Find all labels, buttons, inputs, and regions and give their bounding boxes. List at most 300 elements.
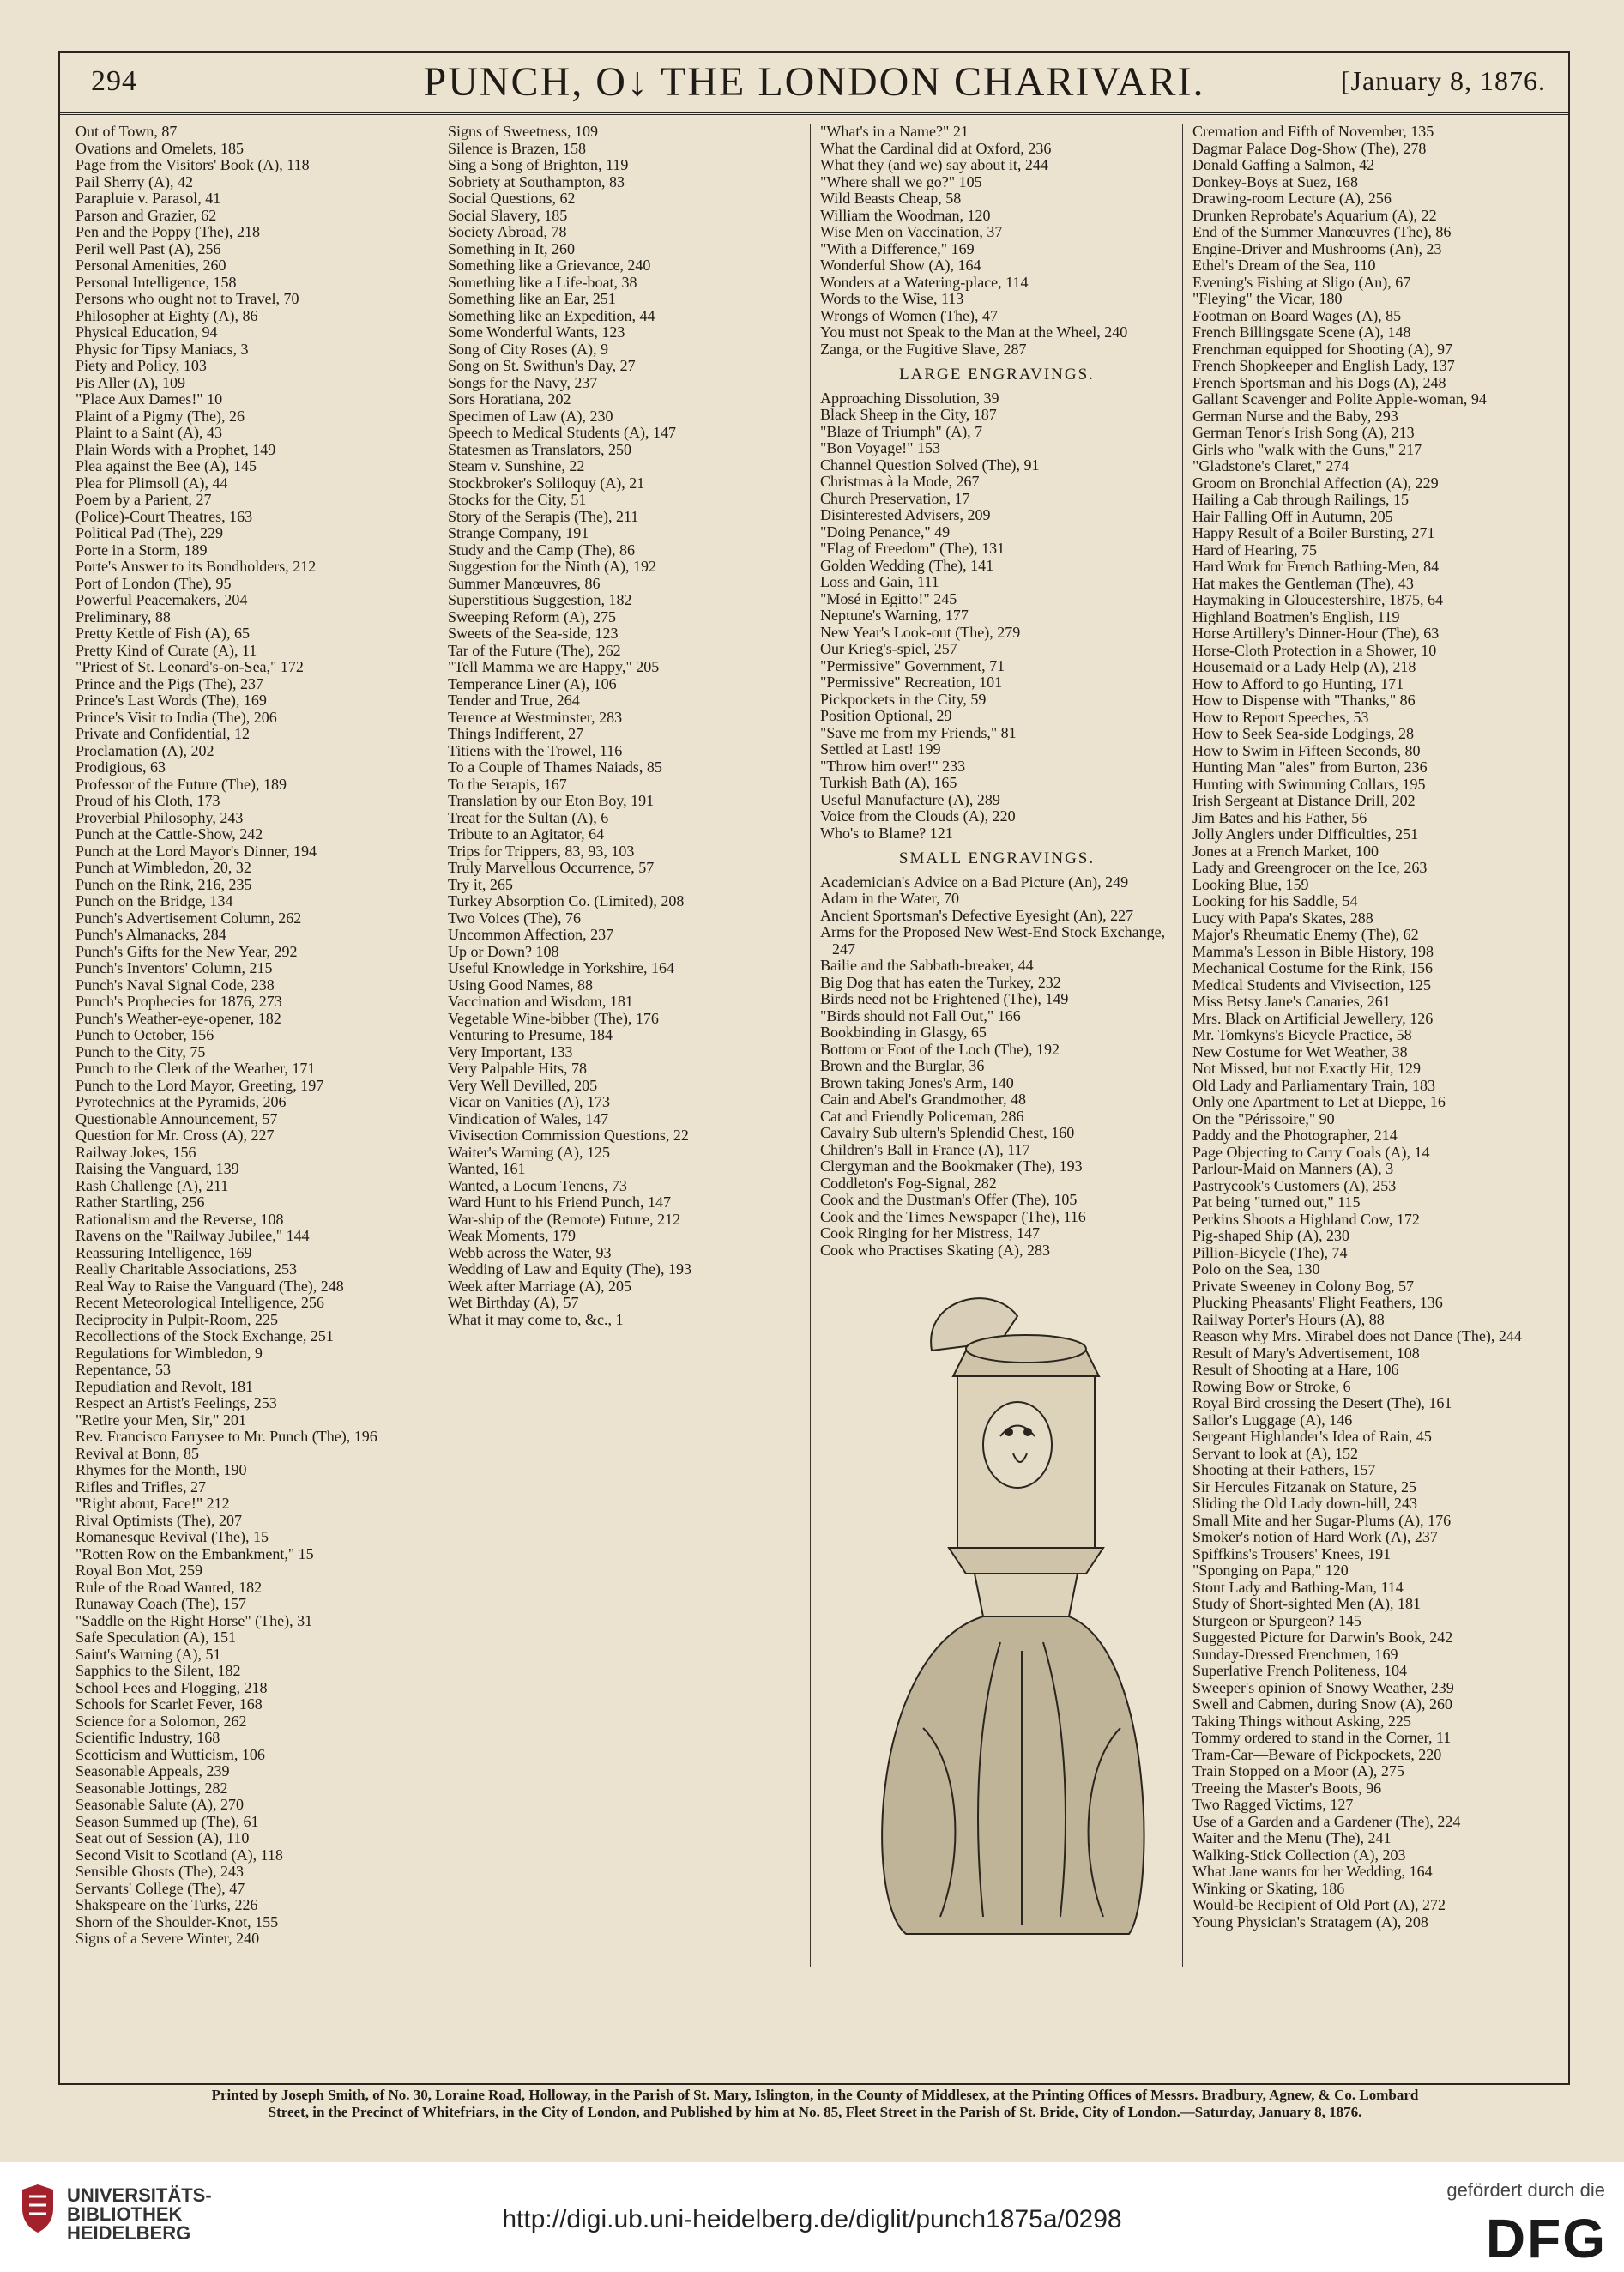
index-entry: Vicar on Vanities (A), 173 xyxy=(448,1093,611,1110)
index-entry: Birds need not be Frightened (The), 149 xyxy=(820,990,1069,1007)
index-entry: Engine-Driver and Mushrooms (An), 23 xyxy=(1192,239,1442,257)
index-entry: Train Stopped on a Moor (A), 275 xyxy=(1192,1762,1404,1780)
index-entry: Raising the Vanguard, 139 xyxy=(75,1160,239,1177)
index-entry: Up or Down? 108 xyxy=(448,942,559,960)
index-entry: How to Dispense with "Thanks," 86 xyxy=(1192,692,1416,709)
index-entry: German Tenor's Irish Song (A), 213 xyxy=(1192,424,1415,441)
index-entry: Smoker's notion of Hard Work (A), 237 xyxy=(1192,1528,1438,1545)
index-entry: Settled at Last! 199 xyxy=(820,740,941,758)
index-entry: "Tell Mamma we are Happy," 205 xyxy=(448,658,660,675)
index-entry: Zanga, or the Fugitive Slave, 287 xyxy=(820,340,1027,358)
index-entry: Young Physician's Stratagem (A), 208 xyxy=(1192,1912,1428,1931)
index-entry: Rowing Bow or Stroke, 6 xyxy=(1192,1377,1351,1395)
index-entry: Poem by a Parient, 27 xyxy=(75,491,212,508)
index-entry: "Flag of Freedom" (The), 131 xyxy=(820,540,1005,557)
index-entry: War-ship of the (Remote) Future, 212 xyxy=(448,1210,681,1228)
index-entry: Wrongs of Women (The), 47 xyxy=(820,306,998,324)
source-url-link[interactable]: http://digi.ub.uni-heidelberg.de/diglit/punch1875a/0298 xyxy=(502,2205,1122,2233)
index-entry: Royal Bird crossing the Desert (The), 161 xyxy=(1192,1394,1452,1411)
index-entry: Vindication of Wales, 147 xyxy=(448,1109,609,1127)
index-entry: Regulations for Wimbledon, 9 xyxy=(75,1344,263,1362)
index-entry: Punch at the Lord Mayor's Dinner, 194 xyxy=(75,842,317,860)
index-entry: Weak Moments, 179 xyxy=(448,1227,577,1244)
index-entry: Seat out of Session (A), 110 xyxy=(75,1829,250,1846)
index-entry: Scotticism and Wutticism, 106 xyxy=(75,1745,265,1763)
index-entry: Ancient Sportsman's Defective Eyesight (An), 227 xyxy=(820,906,1134,924)
index-entry: Cremation and Fifth of November, 135 xyxy=(1192,124,1434,140)
index-entry: Physic for Tipsy Maniacs, 3 xyxy=(75,340,249,358)
index-entry: Real Way to Raise the Vanguard (The), 248 xyxy=(75,1277,344,1295)
index-entry: Prince and the Pigs (The), 237 xyxy=(75,674,263,692)
index-entry: Voice from the Clouds (A), 220 xyxy=(820,807,1016,825)
index-entry: Really Charitable Associations, 253 xyxy=(75,1260,297,1278)
index-entry: Cook Ringing for her Mistress, 147 xyxy=(820,1224,1040,1242)
index-entry: Ovations and Omelets, 185 xyxy=(75,139,244,157)
index-entry: Scientific Industry, 168 xyxy=(75,1729,220,1746)
index-entry: Not Missed, but not Exactly Hit, 129 xyxy=(1192,1060,1421,1077)
index-entry: Polo on the Sea, 130 xyxy=(1192,1260,1320,1278)
viewer-footer-bar xyxy=(0,2162,1624,2272)
index-entry: Schools for Scarlet Fever, 168 xyxy=(75,1695,263,1713)
logo-text-line-2: BIBLIOTHEK xyxy=(67,2203,183,2225)
index-entry: Something like a Grievance, 240 xyxy=(448,257,651,274)
index-entry: Bailie and the Sabbath-breaker, 44 xyxy=(820,957,1034,974)
index-entry: Study and the Camp (The), 86 xyxy=(448,541,635,559)
index-entry: Waiter's Warning (A), 125 xyxy=(448,1143,610,1161)
index-column-2 xyxy=(448,124,801,1967)
index-entry: What it may come to, &c., 1 xyxy=(448,1310,624,1328)
index-entry: Evening's Fishing at Sligo (An), 67 xyxy=(1192,273,1411,291)
index-entry: Rhymes for the Month, 190 xyxy=(75,1461,247,1478)
index-entry: Winking or Skating, 186 xyxy=(1192,1879,1345,1897)
index-entry: Academician's Advice on a Bad Picture (An), 249 xyxy=(820,873,1129,891)
index-entry: Cain and Abel's Grandmother, 48 xyxy=(820,1091,1026,1108)
index-entry: Result of Mary's Advertisement, 108 xyxy=(1192,1344,1420,1362)
index-entry: Two Ragged Victims, 127 xyxy=(1192,1796,1354,1813)
index-entry: Walking-Stick Collection (A), 203 xyxy=(1192,1846,1406,1864)
index-entry: Drunken Reprobate's Aquarium (A), 22 xyxy=(1192,206,1437,224)
index-entry: Hat makes the Gentleman (The), 43 xyxy=(1192,574,1414,592)
index-entry: Wanted, 161 xyxy=(448,1160,526,1177)
logo-text-line-1: UNIVERSITÄTS- xyxy=(67,2184,212,2206)
index-entry: Porte's Answer to its Bondholders, 212 xyxy=(75,558,317,575)
index-entry: Taking Things without Asking, 225 xyxy=(1192,1712,1411,1730)
index-entry: Hunting Man "ales" from Burton, 236 xyxy=(1192,758,1428,776)
index-entry: Pickpockets in the City, 59 xyxy=(820,690,987,708)
index-entry: Brown and the Burglar, 36 xyxy=(820,1057,985,1074)
index-entry: Sapphics to the Silent, 182 xyxy=(75,1662,241,1679)
index-entry: Jones at a French Market, 100 xyxy=(1192,842,1379,860)
index-entry: Punch's Prophecies for 1876, 273 xyxy=(75,993,282,1010)
index-entry: Plea against the Bee (A), 145 xyxy=(75,457,257,474)
index-entry: "Right about, Face!" 212 xyxy=(75,1495,230,1512)
index-entry: Ethel's Dream of the Sea, 110 xyxy=(1192,257,1376,274)
index-column-1 xyxy=(75,124,429,1967)
index-entry: Cavalry Sub ultern's Splendid Chest, 160 xyxy=(820,1124,1075,1141)
index-entry: Try it, 265 xyxy=(448,875,513,893)
index-entry: "Permissive" Government, 71 xyxy=(820,656,1005,674)
index-entry: William the Woodman, 120 xyxy=(820,206,991,224)
index-entry: Christmas à la Mode, 267 xyxy=(820,473,980,490)
index-entry: Tar of the Future (The), 262 xyxy=(448,641,621,659)
index-entry: Plea for Plimsoll (A), 44 xyxy=(75,474,228,492)
index-entry: Safe Speculation (A), 151 xyxy=(75,1628,236,1646)
index-entry: Use of a Garden and a Gardener (The), 224 xyxy=(1192,1812,1461,1830)
index-entry: Pastrycook's Customers (A), 253 xyxy=(1192,1176,1397,1194)
index-entry: Seasonable Salute (A), 270 xyxy=(75,1796,244,1813)
index-entry: Pig-shaped Ship (A), 230 xyxy=(1192,1227,1349,1244)
index-entry: Lady and Greengrocer on the Ice, 263 xyxy=(1192,859,1428,876)
index-entry: Summer Manœuvres, 86 xyxy=(448,574,601,592)
index-entry: Shorn of the Shoulder-Knot, 155 xyxy=(75,1912,279,1931)
index-entry: "Where shall we go?" 105 xyxy=(820,172,982,190)
index-entry: Bottom or Foot of the Loch (The), 192 xyxy=(820,1040,1060,1058)
index-entry: Sir Hercules Fitzanak on Stature, 25 xyxy=(1192,1477,1416,1496)
index-entry: "Doing Penance," 49 xyxy=(820,523,951,541)
index-entry: "With a Difference," 169 xyxy=(820,239,975,257)
index-entry: Would-be Recipient of Old Port (A), 272 xyxy=(1192,1896,1446,1913)
index-entry: Plaint of a Pigmy (The), 26 xyxy=(75,407,245,425)
index-entry: "Permissive" Recreation, 101 xyxy=(820,674,1003,691)
index-entry: "Birds should not Fall Out," 166 xyxy=(820,1006,1021,1024)
index-entry: Bookbinding in Glasgy, 65 xyxy=(820,1024,987,1041)
index-entry: "Place Aux Dames!" 10 xyxy=(75,390,223,408)
index-entry: Private Sweeney in Colony Bog, 57 xyxy=(1192,1277,1414,1295)
index-entry: French Shopkeeper and English Lady, 137 xyxy=(1192,357,1455,374)
index-entry: Cook and the Dustman's Offer (The), 105 xyxy=(820,1191,1078,1208)
index-column-3 xyxy=(820,124,1174,1967)
index-entry: Useful Manufacture (A), 289 xyxy=(820,790,1000,808)
index-entry: Mechanical Costume for the Rink, 156 xyxy=(1192,959,1433,976)
index-entry: Horse Artillery's Dinner-Hour (The), 63 xyxy=(1192,625,1440,642)
index-entry: Porte in a Storm, 189 xyxy=(75,541,208,559)
index-entry: "Blaze of Triumph" (A), 7 xyxy=(820,422,983,440)
index-entry: Dagmar Palace Dog-Show (The), 278 xyxy=(1192,139,1427,157)
index-entry: Position Optional, 29 xyxy=(820,707,952,724)
index-entry: Signs of a Severe Winter, 240 xyxy=(75,1930,260,1947)
index-entry: Pail Sherry (A), 42 xyxy=(75,172,193,190)
index-entry: Rifles and Trifles, 27 xyxy=(75,1477,207,1496)
index-entry: Repentance, 53 xyxy=(75,1361,171,1378)
index-column-3-text xyxy=(820,124,1174,1259)
index-entry: Temperance Liner (A), 106 xyxy=(448,674,617,692)
index-entry: Wise Men on Vaccination, 37 xyxy=(820,223,1003,240)
index-entry: Page Objecting to Carry Coals (A), 14 xyxy=(1192,1143,1430,1161)
index-entry: Proverbial Philosophy, 243 xyxy=(75,808,244,826)
index-entry: Personal Amenities, 260 xyxy=(75,257,226,274)
index-entry: Social Slavery, 185 xyxy=(448,206,568,224)
index-entry: German Nurse and the Baby, 293 xyxy=(1192,407,1398,425)
index-entry: Punch to the Clerk of the Weather, 171 xyxy=(75,1060,316,1077)
index-entry: Punch to the Lord Mayor, Greeting, 197 xyxy=(75,1076,324,1094)
index-entry: (Police)-Court Theatres, 163 xyxy=(75,507,253,525)
index-entry: Rule of the Road Wanted, 182 xyxy=(75,1578,263,1596)
index-entry: Plaint to a Saint (A), 43 xyxy=(75,424,222,441)
index-entry: Words to the Wise, 113 xyxy=(820,290,964,307)
index-entry: Peril well Past (A), 256 xyxy=(75,239,221,257)
index-entry: Wanted, a Locum Tenens, 73 xyxy=(448,1176,627,1194)
index-entry: Stout Lady and Bathing-Man, 114 xyxy=(1192,1578,1404,1596)
index-entry: Reassuring Intelligence, 169 xyxy=(75,1243,252,1261)
index-entry: Arms for the Proposed New West-End Stock Exchange, 247 xyxy=(820,923,1166,958)
index-entry: Questionable Announcement, 57 xyxy=(75,1109,278,1127)
index-entry: Specimen of Law (A), 230 xyxy=(448,407,613,425)
index-entry: Superlative French Politeness, 104 xyxy=(1192,1662,1407,1679)
index-entry: Channel Question Solved (The), 91 xyxy=(820,456,1040,474)
index-entry: Page from the Visitors' Book (A), 118 xyxy=(75,156,310,173)
index-entry: Donald Gaffing a Salmon, 42 xyxy=(1192,156,1375,173)
index-entry: Mamma's Lesson in Bible History, 198 xyxy=(1192,942,1434,960)
index-entry: Punch's Gifts for the New Year, 292 xyxy=(75,942,298,960)
index-entry: Adam in the Water, 70 xyxy=(820,890,959,907)
index-entry: Sors Horatiana, 202 xyxy=(448,390,571,408)
index-entry: Punch's Inventors' Column, 215 xyxy=(75,959,273,976)
index-entry: Song on St. Swithun's Day, 27 xyxy=(448,357,636,374)
index-entry: Superstitious Suggestion, 182 xyxy=(448,591,632,608)
index-entry: Strange Company, 191 xyxy=(448,524,589,541)
index-entry: Things Indifferent, 27 xyxy=(448,725,584,742)
index-entry: Statesmen as Translators, 250 xyxy=(448,440,631,458)
index-entry: Prodigious, 63 xyxy=(75,758,166,776)
index-entry: Personal Intelligence, 158 xyxy=(75,273,237,291)
index-entry: Royal Bon Mot, 259 xyxy=(75,1562,203,1579)
index-entry: Happy Result of a Boiler Bursting, 271 xyxy=(1192,524,1435,541)
index-entry: Professor of the Future (The), 189 xyxy=(75,775,287,793)
index-entry: Vegetable Wine-bibber (The), 176 xyxy=(448,1009,659,1027)
index-entry: Punch at the Cattle-Show, 242 xyxy=(75,825,263,843)
imprint-line-2: Street, in the Precinct of Whitefriars, in the City of London, and Published by him at No. 85, Fleet Street in the Parish of St. Bride, City of London.—Saturday, January 8, 1876. xyxy=(268,2104,1362,2120)
index-entry: Powerful Peacemakers, 204 xyxy=(75,591,248,608)
index-entry: Wet Birthday (A), 57 xyxy=(448,1294,579,1311)
index-entry: Political Pad (The), 229 xyxy=(75,524,223,541)
index-entry: Children's Ball in France (A), 117 xyxy=(820,1140,1030,1158)
index-entry: How to Report Speeches, 53 xyxy=(1192,708,1369,726)
index-entry: Horse-Cloth Protection in a Shower, 10 xyxy=(1192,641,1437,659)
index-entry: Recollections of the Stock Exchange, 251 xyxy=(75,1327,334,1344)
index-entry: Hard Work for French Bathing-Men, 84 xyxy=(1192,558,1440,575)
index-entry: End of the Summer Manœuvres (The), 86 xyxy=(1192,223,1452,240)
index-entry: To a Couple of Thames Naiads, 85 xyxy=(448,758,662,776)
index-entry: Repudiation and Revolt, 181 xyxy=(75,1377,253,1395)
index-entry: Donkey-Boys at Suez, 168 xyxy=(1192,172,1358,190)
index-entry: Tommy ordered to stand in the Corner, 11 xyxy=(1192,1729,1452,1746)
page-number: 294 xyxy=(91,65,137,97)
index-entry: Stocks for the City, 51 xyxy=(448,491,587,508)
index-entry: Question for Mr. Cross (A), 227 xyxy=(75,1127,275,1144)
index-entry: Shooting at their Fathers, 157 xyxy=(1192,1461,1376,1478)
page-border xyxy=(58,51,1570,2085)
index-entry: Sunday-Dressed Frenchmen, 169 xyxy=(1192,1645,1398,1663)
index-entry: Uncommon Affection, 237 xyxy=(448,926,614,943)
sponsor-label: gefördert durch die xyxy=(1446,2179,1605,2201)
index-entry: Signs of Sweetness, 109 xyxy=(448,124,598,140)
index-entry: Punch's Naval Signal Code, 238 xyxy=(75,976,275,994)
dfg-logo[interactable]: DFG xyxy=(1485,2208,1607,2269)
index-entry: What they (and we) say about it, 244 xyxy=(820,156,1048,173)
index-entry: Speech to Medical Students (A), 147 xyxy=(448,424,676,441)
index-entry: Reciprocity in Pulpit-Room, 225 xyxy=(75,1310,278,1328)
index-entry: Miss Betsy Jane's Canaries, 261 xyxy=(1192,993,1391,1010)
index-entry: Pis Aller (A), 109 xyxy=(75,373,185,391)
index-entry: Rev. Francisco Farrysee to Mr. Punch (The), 196 xyxy=(75,1428,377,1445)
index-entry: Housemaid or a Lady Help (A), 218 xyxy=(1192,658,1416,675)
index-entry: "Bon Voyage!" 153 xyxy=(820,439,941,456)
index-entry: Major's Rheumatic Enemy (The), 62 xyxy=(1192,926,1419,943)
index-entry: Hair Falling Off in Autumn, 205 xyxy=(1192,507,1393,525)
index-entry: Sweeping Reform (A), 275 xyxy=(448,607,616,625)
index-entry: Rather Startling, 256 xyxy=(75,1193,205,1211)
index-entry: Recent Meteorological Intelligence, 256 xyxy=(75,1294,324,1311)
index-entry: To the Serapis, 167 xyxy=(448,775,567,793)
index-entry: Disinterested Advisers, 209 xyxy=(820,506,991,523)
index-entry: Sliding the Old Lady down-hill, 243 xyxy=(1192,1495,1417,1512)
index-entry: Week after Marriage (A), 205 xyxy=(448,1277,631,1295)
index-entry: Brown taking Jones's Arm, 140 xyxy=(820,1073,1014,1091)
index-entry: Sergeant Highlander's Idea of Rain, 45 xyxy=(1192,1428,1432,1445)
index-entry: Romanesque Revival (The), 15 xyxy=(75,1528,269,1545)
index-entry: Reason why Mrs. Mirabel does not Dance (The), 244 xyxy=(1192,1327,1522,1344)
index-entry: Tribute to an Agitator, 64 xyxy=(448,825,605,843)
column-rule xyxy=(1182,124,1183,1967)
index-entry: Servants' College (The), 47 xyxy=(75,1879,245,1897)
index-entry: Coddleton's Fog-Signal, 282 xyxy=(820,1174,997,1192)
index-entry: Pretty Kettle of Fish (A), 65 xyxy=(75,625,250,642)
index-entry: Something like an Ear, 251 xyxy=(448,290,616,307)
index-entry: Two Voices (The), 76 xyxy=(448,909,582,927)
index-columns xyxy=(75,124,1555,1967)
index-entry: Second Visit to Scotland (A), 118 xyxy=(75,1846,283,1864)
index-entry: Sturgeon or Spurgeon? 145 xyxy=(1192,1611,1361,1629)
index-entry: Songs for the Navy, 237 xyxy=(448,373,598,391)
index-entry: School Fees and Flogging, 218 xyxy=(75,1678,268,1696)
index-entry: Rationalism and the Reverse, 108 xyxy=(75,1210,284,1228)
index-entry: Ward Hunt to his Friend Punch, 147 xyxy=(448,1193,672,1211)
index-entry: Pyrotechnics at the Pyramids, 206 xyxy=(75,1093,287,1110)
index-entry: Jolly Anglers under Difficulties, 251 xyxy=(1192,825,1419,843)
index-entry: Mrs. Black on Artificial Jewellery, 126 xyxy=(1192,1009,1434,1027)
index-entry: Respect an Artist's Feelings, 253 xyxy=(75,1394,277,1411)
index-entry: Preliminary, 88 xyxy=(75,607,171,625)
index-entry: Church Preservation, 17 xyxy=(820,489,970,507)
index-entry: Parson and Grazier, 62 xyxy=(75,206,217,224)
index-entry: Lucy with Papa's Skates, 288 xyxy=(1192,909,1373,927)
page-header xyxy=(60,53,1568,115)
index-entry: Wonders at a Watering-place, 114 xyxy=(820,273,1029,291)
index-entry: Loss and Gain, 111 xyxy=(820,573,939,590)
index-entry: Webb across the Water, 93 xyxy=(448,1243,612,1261)
index-entry: Small Mite and her Sugar-Plums (A), 176 xyxy=(1192,1511,1452,1529)
index-entry: Social Questions, 62 xyxy=(448,190,576,207)
index-entry: Venturing to Presume, 184 xyxy=(448,1026,613,1043)
index-entry: Our Krieg's-spiel, 257 xyxy=(820,640,957,657)
index-entry: Waiter and the Menu (The), 241 xyxy=(1192,1829,1392,1846)
index-entry: Private and Confidential, 12 xyxy=(75,725,250,742)
index-entry: "Save me from my Friends," 81 xyxy=(820,723,1017,741)
index-entry: Useful Knowledge in Yorkshire, 164 xyxy=(448,959,674,976)
index-entry: How to Afford to go Hunting, 171 xyxy=(1192,674,1404,692)
section-title: LARGE ENGRAVINGS. xyxy=(899,366,1095,384)
index-entry: Runaway Coach (The), 157 xyxy=(75,1595,246,1612)
index-entry: Sobriety at Southampton, 83 xyxy=(448,172,625,190)
index-entry: Cook who Practises Skating (A), 283 xyxy=(820,1241,1050,1259)
index-entry: Pillion-Bicycle (The), 74 xyxy=(1192,1243,1348,1261)
index-entry: Very Important, 133 xyxy=(448,1042,573,1060)
index-entry: Groom on Bronchial Affection (A), 229 xyxy=(1192,474,1439,492)
index-entry: Swell and Cabmen, during Snow (A), 260 xyxy=(1192,1695,1452,1713)
index-entry: Big Dog that has eaten the Turkey, 232 xyxy=(820,973,1061,991)
index-entry: Study of Short-sighted Men (A), 181 xyxy=(1192,1595,1421,1612)
index-entry: Philosopher at Eighty (A), 86 xyxy=(75,306,258,324)
index-entry: What Jane wants for her Wedding, 164 xyxy=(1192,1863,1433,1880)
index-entry: Rival Optimists (The), 207 xyxy=(75,1511,242,1529)
index-entry: Tram-Car—Beware of Pickpockets, 220 xyxy=(1192,1745,1442,1763)
index-entry: Society Abroad, 78 xyxy=(448,223,567,240)
index-entry: Silence is Brazen, 158 xyxy=(448,139,586,157)
index-entry: Clergyman and the Bookmaker (The), 193 xyxy=(820,1157,1083,1175)
index-entry: "Retire your Men, Sir," 201 xyxy=(75,1411,246,1429)
index-entry: Pat being "turned out," 115 xyxy=(1192,1193,1361,1211)
index-entry: Only one Apartment to Let at Dieppe, 16 xyxy=(1192,1093,1446,1110)
index-entry: Something in It, 260 xyxy=(448,239,575,257)
index-entry: Titiens with the Trowel, 116 xyxy=(448,741,623,759)
index-entry: Proclamation (A), 202 xyxy=(75,741,214,759)
index-entry: Turkish Bath (A), 165 xyxy=(820,774,957,791)
index-entry: Punch's Weather-eye-opener, 182 xyxy=(75,1009,281,1027)
index-entry: Ravens on the "Railway Jubilee," 144 xyxy=(75,1227,310,1244)
index-entry: Wedding of Law and Equity (The), 193 xyxy=(448,1260,691,1278)
index-entry: Seasonable Jottings, 282 xyxy=(75,1779,228,1797)
index-entry: "What's in a Name?" 21 xyxy=(820,124,969,140)
index-entry: New Costume for Wet Weather, 38 xyxy=(1192,1042,1408,1060)
index-entry: Turkey Absorption Co. (Limited), 208 xyxy=(448,892,685,909)
punch-cartoon-illustration xyxy=(872,1248,1146,1951)
index-entry: Footman on Board Wages (A), 85 xyxy=(1192,306,1402,324)
index-entry: Who's to Blame? 121 xyxy=(820,824,953,842)
index-entry: Drawing-room Lecture (A), 256 xyxy=(1192,190,1392,207)
index-entry: Black Sheep in the City, 187 xyxy=(820,406,997,423)
logo-text-line-3: HEIDELBERG xyxy=(67,2222,191,2244)
index-entry: Hard of Hearing, 75 xyxy=(1192,541,1317,559)
index-entry: Very Well Devilled, 205 xyxy=(448,1076,598,1094)
index-entry: What the Cardinal did at Oxford, 236 xyxy=(820,139,1052,157)
index-entry: Persons who ought not to Travel, 70 xyxy=(75,290,299,307)
index-entry: Punch's Advertisement Column, 262 xyxy=(75,909,302,927)
index-entry: Treeing the Master's Boots, 96 xyxy=(1192,1779,1382,1797)
masthead-title: PUNCH, O↓ THE LONDON CHARIVARI. xyxy=(423,59,1205,105)
index-entry: "Fleying" the Vicar, 180 xyxy=(1192,290,1343,307)
index-entry: Cat and Friendly Policeman, 286 xyxy=(820,1107,1024,1125)
index-entry: "Gladstone's Claret," 274 xyxy=(1192,457,1349,474)
index-entry: "Sponging on Papa," 120 xyxy=(1192,1562,1349,1579)
index-entry: "Saddle on the Right Horse" (The), 31 xyxy=(75,1611,313,1629)
index-entry: Cook and the Times Newspaper (The), 116 xyxy=(820,1207,1086,1225)
index-entry: Revival at Bonn, 85 xyxy=(75,1444,199,1462)
index-entry: Suggested Picture for Darwin's Book, 242 xyxy=(1192,1628,1453,1646)
index-entry: Piety and Policy, 103 xyxy=(75,357,207,374)
index-entry: Punch to October, 156 xyxy=(75,1026,214,1043)
index-entry: Parapluie v. Parasol, 41 xyxy=(75,190,221,207)
index-entry: Terence at Westminster, 283 xyxy=(448,708,623,726)
index-entry: Parlour-Maid on Manners (A), 3 xyxy=(1192,1160,1394,1177)
index-entry: Irish Sergeant at Distance Drill, 202 xyxy=(1192,792,1416,809)
index-entry: Trips for Trippers, 83, 93, 103 xyxy=(448,842,635,860)
index-entry: Prince's Last Words (The), 169 xyxy=(75,692,267,709)
index-entry: Hailing a Cab through Railings, 15 xyxy=(1192,491,1409,508)
index-entry: Pretty Kind of Curate (A), 11 xyxy=(75,641,257,659)
index-entry: Season Summed up (The), 61 xyxy=(75,1812,259,1830)
index-entry: Looking for his Saddle, 54 xyxy=(1192,892,1358,909)
index-entry: Saint's Warning (A), 51 xyxy=(75,1645,221,1663)
